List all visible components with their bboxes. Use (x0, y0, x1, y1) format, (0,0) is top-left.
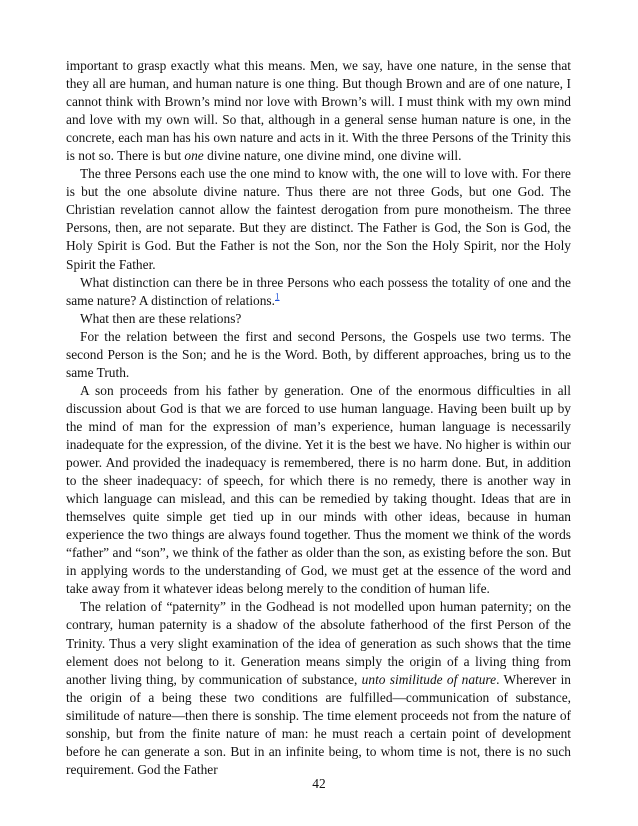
footnote-link[interactable]: 1 (275, 291, 280, 302)
paragraph-text: . Wherever in the origin of a being these two conditions are fulfilled—communication of substance, similitude of nature—then there is sonship. The time element proceeds not from the nature of sonship, but from the finite nature of man: he must reach a certain point of development before he can generate a son. But in an infinite being, to whom time is not, there is no such requirement. God the Father (66, 671, 572, 777)
paragraph (66, 328, 571, 382)
paragraph (66, 598, 571, 778)
page-number: 42 (312, 776, 326, 791)
paragraph-text: What distinction can there be in three Persons who each possess the totality of one and the same nature? A distinction of relations. (66, 274, 571, 308)
paragraph-text: For the relation between the first and second Persons, the Gospels use two terms. The second Person is the Son; and he is the Word. Both, by different approaches, bring us to the same Truth. (66, 328, 571, 380)
paragraph-text: divine nature, one divine mind, one divine will. (203, 148, 462, 164)
paragraph (66, 57, 571, 165)
paragraph (66, 165, 571, 273)
paragraph-text: What then are these relations? (80, 310, 242, 326)
paragraph-text: The three Persons each use the one mind to know with, the one will to love with. For there is but the one absolute divine nature. Thus there are not three Gods, but one God. The Christian revelation cannot allow the faintest derogation from pure monotheism. The three Persons, then, are not separate. But they are distinct. The Father is God, the Son is God, the Holy Spirit is God. But the Father is not the Son, nor the Son the Holy Spirit, nor the Holy Spirit the Father. (66, 166, 571, 272)
paragraph-text: A son proceeds from his father by generation. One of the enormous difficulties in all discussion about God is that we are forced to use human language. Having been built up by the mind of man for the expression of man’s experience, human language is necessarily inadequate for the expression, of the divine. Yet it is the best we have. No higher is within our power. And provided the inadequacy is remembered, there is no harm done. But, in addition to the sheer inadequacy: of speech, for which there is no remedy, there is another way in which language can mislead, and this can be remedied by taking thought. Ideas that are in themselves quite simple get tied up in our minds with other ideas, because in human experience the two things are always found together. Thus the moment we think of the words “father” and “son”, we think of the father as older than the son, as existing before the son. But in applying words to the understanding of God, we must get at the essence of the word and take away from it whatever ideas belong merely to the condition of human life. (66, 382, 571, 597)
paragraph-text: important to grasp exactly what this means. Men, we say, have one nature, in the sense that they all are human, and human nature is one thing. But though Brown and are of one nature, I cannot think with Brown’s mind nor love with Brown’s will. I must think with my own mind and love with my own will. So that, although in a general sense human nature is one, in the concrete, each man has his own nature and acts in it. With the three Persons of the Trinity this is not so. There is but (66, 58, 571, 164)
emphasis-unto-similitude: unto similitude of nature (361, 671, 497, 687)
paragraph-text: The relation of “paternity” in the Godhead is not modelled upon human paternity; on the contrary, human paternity is a shadow of the absolute fatherhood of the first Person of the Trinity. Thus a very slight examination of the idea of generation as such shows that the time element does not belong to it. Generation means simply the origin of a living thing from another living thing, by communication of substance, (66, 599, 571, 687)
emphasis-one: one (184, 148, 204, 164)
paragraph (66, 382, 571, 599)
page-body (66, 57, 571, 779)
paragraph (66, 274, 571, 310)
paragraph (66, 310, 571, 328)
